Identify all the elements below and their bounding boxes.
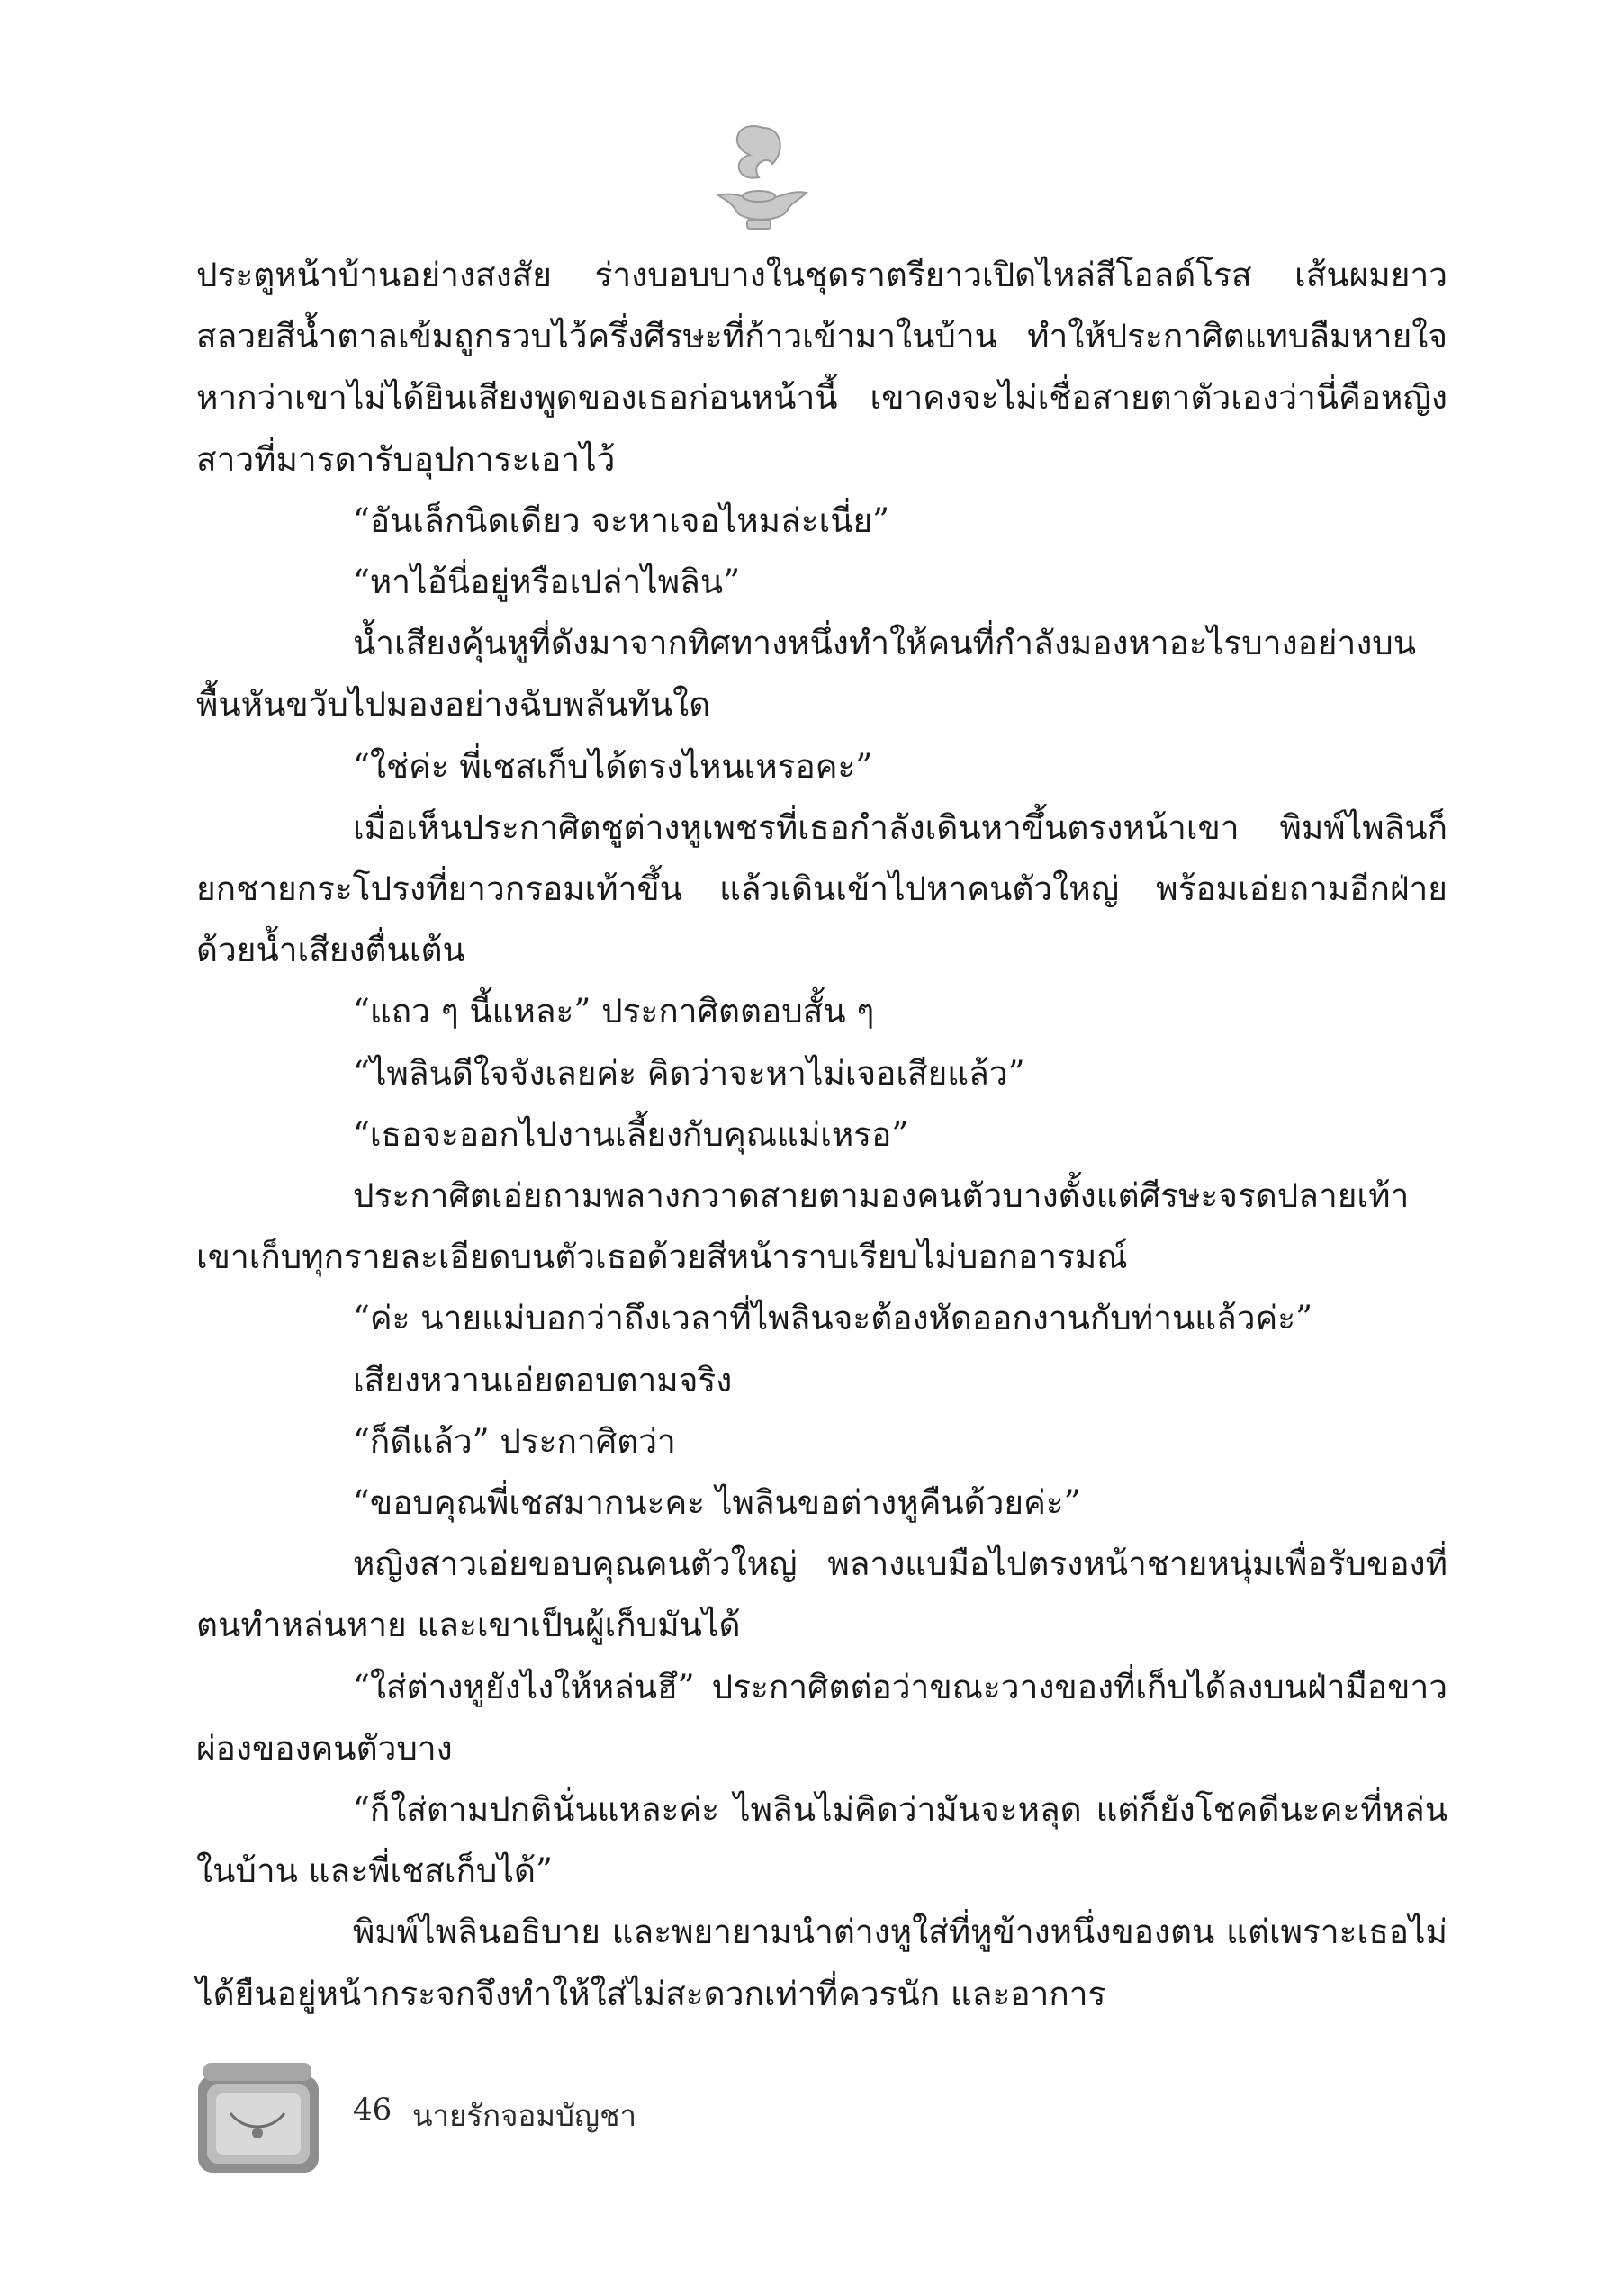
paragraph: “ก็ดีแล้ว” ประกาศิตว่า <box>353 1421 676 1461</box>
paragraph: ประตูหน้าบ้านอย่างสงสัย ร่างบอบบางในชุดราตรียาวเปิดไหล่สีโอลด์โรส เส้นผมยาวสลวยสีน้ำตาลเข้มถูกรวบไว้ครึ่งศีรษะที่ก้าวเข้ามาในบ้าน ทำให้ประกาศิตแทบลืมหายใจ หากว่าเขาไม่ได้ยินเสียงพูดของเธอก่อนหน้านี้ เขาคงจะไม่เชื่อสายตาตัวเองว่านี่คือหญิงสาวที่มารดารับอุปการะเอาไว้ <box>196 256 1447 479</box>
genie-lamp-icon <box>700 110 817 245</box>
paragraph: “ก็ใส่ตามปกตินั่นแหละค่ะ ไพลินไม่คิดว่ามันจะหลุด แต่ก็ยังโชคดีนะคะที่หล่นในบ้าน และพี่เชสเก็บได้” <box>196 1790 1447 1891</box>
paragraph: พิมพ์ไพลินอธิบาย และพยายามนำต่างหูใส่ที่หูข้างหนึ่งของตน แต่เพราะเธอไม่ได้ยืนอยู่หน้ากระจกจึงทำให้ใส่ไม่สะดวกเท่าที่ควรนัก และอาการ <box>196 1913 1447 2013</box>
paragraph: “เธอจะออกไปงานเลี้ยงกับคุณแม่เหรอ” <box>353 1114 909 1154</box>
paragraph: “ใช่ค่ะ พี่เชสเก็บได้ตรงไหนเหรอคะ” <box>353 746 873 786</box>
jewelry-case-icon <box>194 2059 324 2178</box>
paragraph: เมื่อเห็นประกาศิตชูต่างหูเพชรที่เธอกำลังเดินหาขึ้นตรงหน้าเขา พิมพ์ไพลินก็ยกชายกระโปรงที่ยาวกรอมเท้าขึ้น แล้วเดินเข้าไปหาคนตัวใหญ่ พร้อมเอ่ยถามอีกฝ่ายด้วยน้ำเสียงตื่นเต้น <box>196 807 1447 970</box>
paragraph: “หาไอ้นี่อยู่หรือเปล่าไพลิน” <box>353 563 741 602</box>
paragraph: หญิงสาวเอ่ยขอบคุณคนตัวใหญ่ พลางแบมือไปตรงหน้าชายหนุ่มเพื่อรับของที่ตนทำหล่นหาย และเขาเป็นผู้เก็บมันได้ <box>196 1544 1447 1645</box>
page-footer <box>194 2059 735 2194</box>
book-title: นายรักจอมบัญชา <box>412 2098 637 2133</box>
body-text <box>196 245 1447 2025</box>
paragraph: “ใส่ต่างหูยังไงให้หล่นฮึ” ประกาศิตต่อว่าขณะวางของที่เก็บได้ลงบนฝ่ามือขาวผ่องของคนตัวบาง <box>196 1667 1447 1768</box>
paragraph: เสียงหวานเอ่ยตอบตามจริง <box>353 1360 733 1400</box>
page-number: 46 <box>353 2092 392 2128</box>
paragraph: “แถว ๆ นี้แหละ” ประกาศิตตอบสั้น ๆ <box>353 992 875 1031</box>
paragraph: น้ำเสียงคุ้นหูที่ดังมาจากทิศทางหนึ่งทำให้คนที่กำลังมองหาอะไรบางอย่างบนพื้นหันขวับไปมองอย่างฉับพลันทันใด <box>196 624 1417 725</box>
paragraph: “ค่ะ นายแม่บอกว่าถึงเวลาที่ไพลินจะต้องหัดออกงานกับท่านแล้วค่ะ” <box>353 1299 1313 1338</box>
paragraph: “อันเล็กนิดเดียว จะหาเจอไหมล่ะเนี่ย” <box>353 500 890 540</box>
paragraph: “ไพลินดีใจจังเลยค่ะ คิดว่าจะหาไม่เจอเสียแล้ว” <box>353 1053 1025 1093</box>
paragraph: “ขอบคุณพี่เชสมากนะคะ ไพลินขอต่างหูคืนด้วยค่ะ” <box>353 1483 1081 1523</box>
paragraph: ประกาศิตเอ่ยถามพลางกวาดสายตามองคนตัวบางตั้งแต่ศีรษะจรดปลายเท้า เขาเก็บทุกรายละเอียดบนตัวเธอด้วยสีหน้าราบเรียบไม่บอกอารมณ์ <box>196 1176 1410 1277</box>
